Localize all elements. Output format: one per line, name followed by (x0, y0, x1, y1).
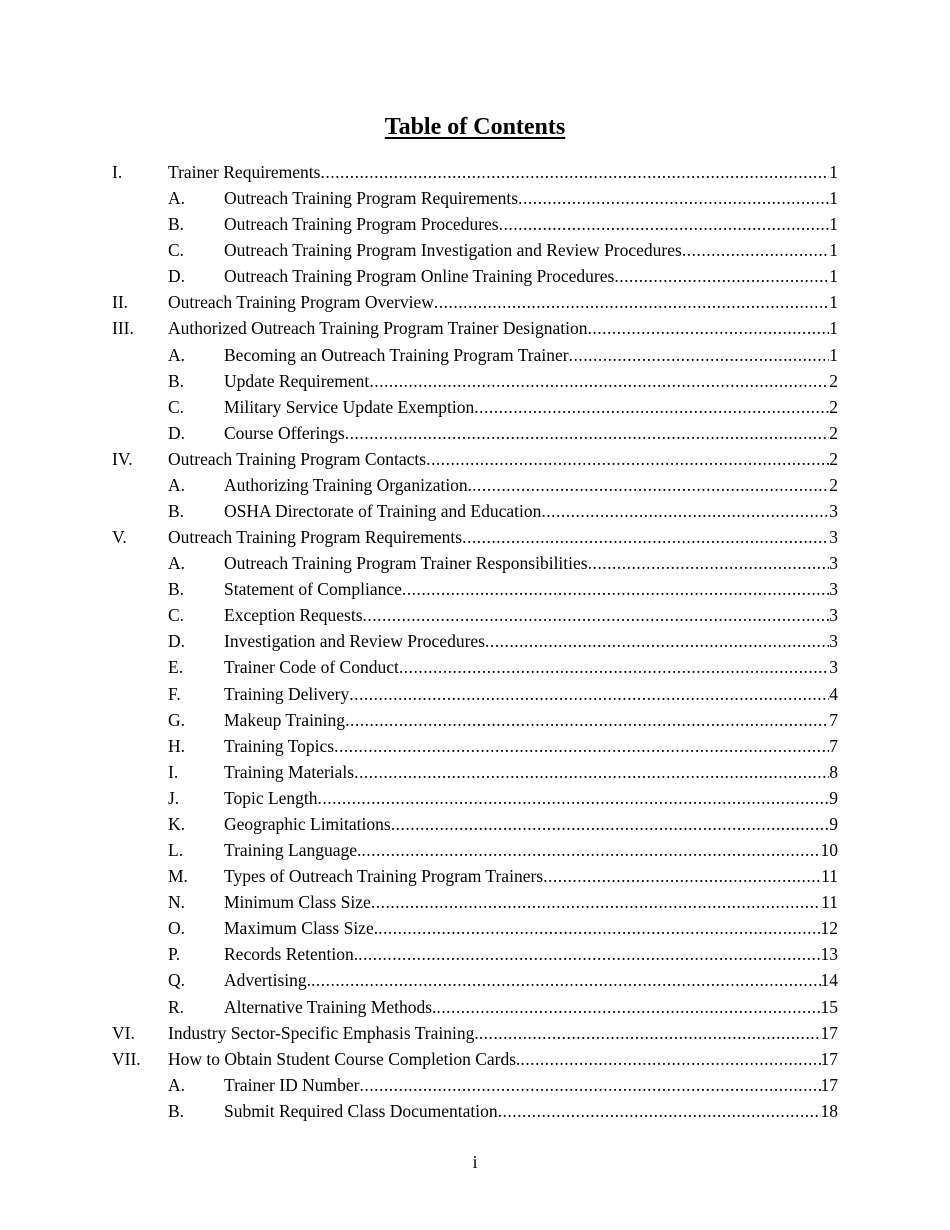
toc-entry-page: 2 (829, 396, 838, 417)
toc-section-entry[interactable] (0, 1046, 950, 1072)
toc-entry-line (224, 941, 838, 967)
toc-entry-page: 11 (821, 866, 838, 887)
toc-entry-page: 1 (829, 266, 838, 287)
toc-dot-leader (588, 550, 830, 576)
toc-subsection-entry[interactable] (0, 811, 950, 837)
toc-dot-leader (462, 524, 829, 550)
toc-entry-marker: B. (168, 1100, 185, 1121)
toc-entry-line (224, 368, 838, 394)
toc-dot-leader (399, 654, 829, 680)
toc-subsection-entry[interactable] (0, 576, 950, 602)
toc-dot-leader (345, 420, 830, 446)
toc-entry-page: 13 (820, 944, 838, 965)
toc-entry-title: Statement of Compliance (224, 579, 402, 600)
toc-subsection-entry[interactable] (0, 1072, 950, 1098)
toc-subsection-entry[interactable] (0, 837, 950, 863)
toc-entry-title: Trainer Requirements (168, 162, 321, 182)
toc-subsection-entry[interactable] (0, 889, 950, 915)
toc-subsection-entry[interactable] (0, 628, 950, 654)
toc-entry-page: 8 (829, 761, 838, 782)
toc-entry-line (168, 524, 838, 550)
toc-entry-marker: E. (168, 657, 184, 678)
toc-dot-leader (472, 472, 829, 498)
toc-entry-title: Advertising. (224, 970, 312, 991)
toc-entry-marker: A. (168, 344, 186, 365)
toc-section-entry[interactable] (0, 159, 950, 185)
toc-entry-line (224, 185, 838, 211)
toc-entry-page: 10 (820, 840, 838, 861)
toc-entry-page: 17 (820, 1048, 838, 1069)
toc-section-entry[interactable] (0, 446, 950, 472)
toc-entry-title: OSHA Directorate of Training and Education (224, 501, 542, 522)
toc-entry-marker: K. (168, 813, 186, 834)
toc-entry-line (224, 915, 838, 941)
toc-dot-leader (311, 967, 820, 993)
toc-entry-line (224, 785, 838, 811)
toc-entry-marker: VI. (112, 1022, 135, 1043)
toc-section-entry[interactable] (0, 1020, 950, 1046)
toc-entry-line (168, 289, 838, 315)
toc-entry-marker: O. (168, 918, 186, 939)
toc-entry-marker: C. (168, 605, 185, 626)
toc-entry-page: 14 (820, 970, 838, 991)
toc-entry-marker: B. (168, 579, 185, 600)
toc-subsection-entry[interactable] (0, 915, 950, 941)
toc-entry-title: Topic Length (224, 787, 318, 808)
toc-entry-page: 1 (829, 318, 838, 339)
toc-entry-title: Submit Required Class Documentation (224, 1100, 498, 1121)
toc-entry-marker: A. (168, 1074, 186, 1095)
toc-entry-line (224, 759, 838, 785)
toc-entry-line (224, 628, 838, 654)
toc-entry-line (224, 707, 838, 733)
toc-entry-title: Outreach Training Program Online Training Procedures (224, 266, 615, 287)
toc-entry-title: Minimum Class Size (224, 892, 371, 913)
toc-entry-page: 17 (820, 1022, 838, 1043)
toc-entry-page: 9 (829, 813, 838, 834)
toc-entry-marker: B. (168, 214, 185, 235)
toc-subsection-entry[interactable] (0, 681, 950, 707)
toc-entry-title: Trainer ID Number (224, 1074, 360, 1095)
toc-entry-title: Outreach Training Program Overview (168, 292, 434, 313)
toc-entry-page: 2 (829, 422, 838, 443)
toc-entry-page: 7 (829, 709, 838, 730)
toc-entry-title: Investigation and Review Procedures (224, 631, 485, 652)
toc-entry-line (224, 863, 838, 889)
toc-entry-line (224, 237, 838, 263)
toc-entry-page: 17 (820, 1074, 838, 1095)
toc-entry-title: Alternative Training Methods. (224, 996, 437, 1017)
toc-dot-leader (587, 315, 829, 341)
toc-dot-leader (318, 785, 830, 811)
toc-entry-marker: V. (112, 527, 127, 548)
toc-section-entry[interactable] (0, 524, 950, 550)
toc-entry-title: Maximum Class Size. (224, 918, 379, 939)
toc-entry-marker: G. (168, 709, 186, 730)
toc-entry-page: 3 (829, 553, 838, 574)
toc-dot-leader (518, 185, 829, 211)
toc-entry-line (168, 446, 838, 472)
toc-entry-line (224, 889, 838, 915)
page-number: i (472, 1152, 478, 1172)
toc-entry-title: Outreach Training Program Requirements (224, 188, 519, 209)
toc-dot-leader (543, 863, 821, 889)
toc-entry-title: Outreach Training Program Contacts (168, 448, 427, 469)
toc-entry-page: 1 (829, 292, 838, 313)
toc-entry-page: 1 (829, 162, 838, 182)
toc-entry-marker: III. (112, 318, 134, 339)
toc-subsection-entry[interactable] (0, 472, 950, 498)
toc-entry-line (224, 342, 838, 368)
toc-subsection-entry[interactable] (0, 394, 950, 420)
toc-dot-leader (426, 446, 829, 472)
toc-entry-title: Becoming an Outreach Training Program Trainer (224, 344, 569, 365)
toc-dot-leader (569, 342, 830, 368)
toc-entry-line (224, 394, 838, 420)
toc-entry-title: Industry Sector-Specific Emphasis Training. (168, 1022, 479, 1043)
toc-dot-leader (682, 237, 829, 263)
toc-entry-line (224, 1098, 838, 1124)
toc-entry-marker: L. (168, 840, 184, 861)
toc-entry-page: 1 (829, 214, 838, 235)
toc-subsection-entry[interactable] (0, 994, 950, 1020)
toc-entry-page: 11 (821, 892, 838, 913)
toc-entry-line (224, 654, 838, 680)
toc-entry-page: 3 (829, 631, 838, 652)
toc-entry-line (224, 994, 838, 1020)
toc-entry-page: 3 (829, 527, 838, 548)
toc-subsection-entry[interactable] (0, 941, 950, 967)
toc-entry-marker: H. (168, 735, 186, 756)
toc-entry-marker: P. (168, 944, 181, 965)
toc-entry-marker: B. (168, 501, 185, 522)
toc-subsection-entry[interactable] (0, 498, 950, 524)
toc-entry-marker: D. (168, 631, 186, 652)
toc-entry-marker: Q. (168, 970, 186, 991)
toc-dot-leader (479, 1020, 821, 1046)
toc-subsection-entry[interactable] (0, 368, 950, 394)
toc-dot-leader (361, 837, 820, 863)
toc-entry-line (224, 472, 838, 498)
toc-entry-line (168, 1020, 838, 1046)
toc-dot-leader (349, 681, 829, 707)
toc-subsection-entry[interactable] (0, 785, 950, 811)
toc-dot-leader (345, 707, 829, 733)
toc-subsection-entry[interactable] (0, 185, 950, 211)
toc-entry-title: Outreach Training Program Investigation and Review Procedures (224, 240, 682, 261)
toc-dot-leader (369, 368, 829, 394)
toc-entry-line (224, 681, 838, 707)
toc-entry-title: Outreach Training Program Requirements (168, 527, 463, 548)
toc-subsection-entry[interactable] (0, 967, 950, 993)
toc-dot-leader (434, 289, 829, 315)
toc-subsection-entry[interactable] (0, 211, 950, 237)
toc-subsection-entry[interactable] (0, 733, 950, 759)
toc-entry-line (224, 263, 838, 289)
toc-dot-leader (378, 915, 820, 941)
toc-entry-marker: B. (168, 370, 185, 391)
toc-dot-leader (498, 1098, 821, 1124)
toc-entry-line (168, 315, 838, 341)
toc-entry-line (224, 498, 838, 524)
toc-entry-page: 12 (820, 918, 838, 939)
toc-dot-leader (499, 211, 830, 237)
toc-entry-title: Geographic Limitations (224, 813, 391, 834)
toc-entry-title: Training Delivery (224, 683, 350, 704)
toc-subsection-entry[interactable] (0, 420, 950, 446)
toc-entry-marker: M. (168, 866, 188, 887)
toc-entry-title: Authorizing Training Organization. (224, 474, 473, 495)
toc-subsection-entry[interactable] (0, 1098, 950, 1124)
toc-entry-title: Authorized Outreach Training Program Trainer Designation (168, 318, 588, 339)
toc-entry-title: Exception Requests (224, 605, 363, 626)
toc-subsection-entry[interactable] (0, 263, 950, 289)
toc-entry-marker: A. (168, 553, 186, 574)
toc-entry-line (224, 811, 838, 837)
toc-subsection-entry[interactable] (0, 707, 950, 733)
toc-entry-page: 3 (829, 605, 838, 626)
toc-dot-leader (371, 889, 821, 915)
toc-entry-title: Military Service Update Exemption (224, 396, 475, 417)
toc-entry-title: Update Requirement (224, 370, 370, 391)
toc-entry-title: Course Offerings (224, 422, 345, 443)
toc-subsection-entry[interactable] (0, 550, 950, 576)
toc-entry-line (168, 1046, 838, 1072)
toc-subsection-entry[interactable] (0, 654, 950, 680)
toc-entry-title: Trainer Code of Conduct (224, 657, 399, 678)
toc-dot-leader (520, 1046, 820, 1072)
table-of-contents (0, 159, 950, 1124)
toc-section-entry[interactable] (0, 315, 950, 341)
toc-entry-title: Training Materials (224, 761, 355, 782)
toc-dot-leader (359, 1072, 820, 1098)
toc-entry-page: 9 (829, 787, 838, 808)
toc-entry-line (224, 967, 838, 993)
toc-dot-leader (320, 159, 829, 185)
toc-entry-marker: C. (168, 240, 185, 261)
toc-entry-marker: II. (112, 292, 129, 313)
toc-entry-page: 2 (829, 370, 838, 391)
toc-dot-leader (485, 628, 829, 654)
toc-entry-marker: I. (112, 162, 123, 182)
toc-dot-leader (541, 498, 829, 524)
toc-dot-leader (436, 994, 820, 1020)
toc-entry-page: 1 (829, 188, 838, 209)
toc-entry-page: 2 (829, 448, 838, 469)
toc-entry-page: 18 (820, 1100, 838, 1121)
toc-entry-line (224, 576, 838, 602)
toc-entry-title: Types of Outreach Training Program Trainers (224, 866, 544, 887)
toc-subsection-entry[interactable] (0, 342, 950, 368)
toc-entry-title: Records Retention. (224, 944, 359, 965)
toc-entry-line (224, 733, 838, 759)
toc-dot-leader (614, 263, 829, 289)
toc-dot-leader (334, 733, 829, 759)
toc-dot-leader (358, 941, 820, 967)
toc-dot-leader (354, 759, 829, 785)
toc-entry-title: Outreach Training Program Trainer Responsibilities (224, 553, 588, 574)
toc-subsection-entry[interactable] (0, 863, 950, 889)
toc-subsection-entry[interactable] (0, 237, 950, 263)
toc-subsection-entry[interactable] (0, 602, 950, 628)
page-title: Table of Contents (384, 114, 566, 140)
toc-entry-marker: C. (168, 396, 185, 417)
toc-section-entry[interactable] (0, 289, 950, 315)
toc-entry-marker: VII. (112, 1048, 141, 1069)
toc-entry-title: Outreach Training Program Procedures (224, 214, 499, 235)
toc-entry-title: Training Language. (224, 840, 362, 861)
toc-dot-leader (474, 394, 829, 420)
toc-entry-page: 4 (829, 683, 838, 704)
toc-entry-line (224, 550, 838, 576)
toc-entry-marker: J. (168, 787, 180, 808)
toc-entry-marker: F. (168, 683, 181, 704)
toc-entry-marker: I. (168, 761, 179, 782)
toc-entry-title: Training Topics (224, 735, 335, 756)
toc-entry-page: 3 (829, 501, 838, 522)
toc-entry-line (224, 602, 838, 628)
toc-entry-marker: IV. (112, 448, 133, 469)
toc-dot-leader (391, 811, 830, 837)
toc-entry-title: How to Obtain Student Course Completion Cards. (168, 1048, 521, 1069)
toc-entry-line (224, 1072, 838, 1098)
toc-entry-marker: D. (168, 266, 186, 287)
toc-entry-page: 15 (820, 996, 838, 1017)
toc-entry-line (224, 211, 838, 237)
toc-entry-marker: N. (168, 892, 186, 913)
toc-entry-title: Makeup Training (224, 709, 346, 730)
toc-dot-leader (402, 576, 829, 602)
toc-entry-line (168, 159, 838, 185)
toc-entry-marker: R. (168, 996, 185, 1017)
toc-entry-page: 3 (829, 579, 838, 600)
toc-entry-marker: D. (168, 422, 186, 443)
toc-entry-line (224, 420, 838, 446)
toc-entry-page: 3 (829, 657, 838, 678)
toc-entry-line (224, 837, 838, 863)
toc-entry-page: 1 (829, 344, 838, 365)
toc-subsection-entry[interactable] (0, 759, 950, 785)
toc-dot-leader (363, 602, 830, 628)
toc-entry-page: 7 (829, 735, 838, 756)
toc-entry-page: 2 (829, 474, 838, 495)
toc-entry-page: 1 (829, 240, 838, 261)
toc-entry-marker: A. (168, 188, 186, 209)
toc-entry-marker: A. (168, 474, 186, 495)
